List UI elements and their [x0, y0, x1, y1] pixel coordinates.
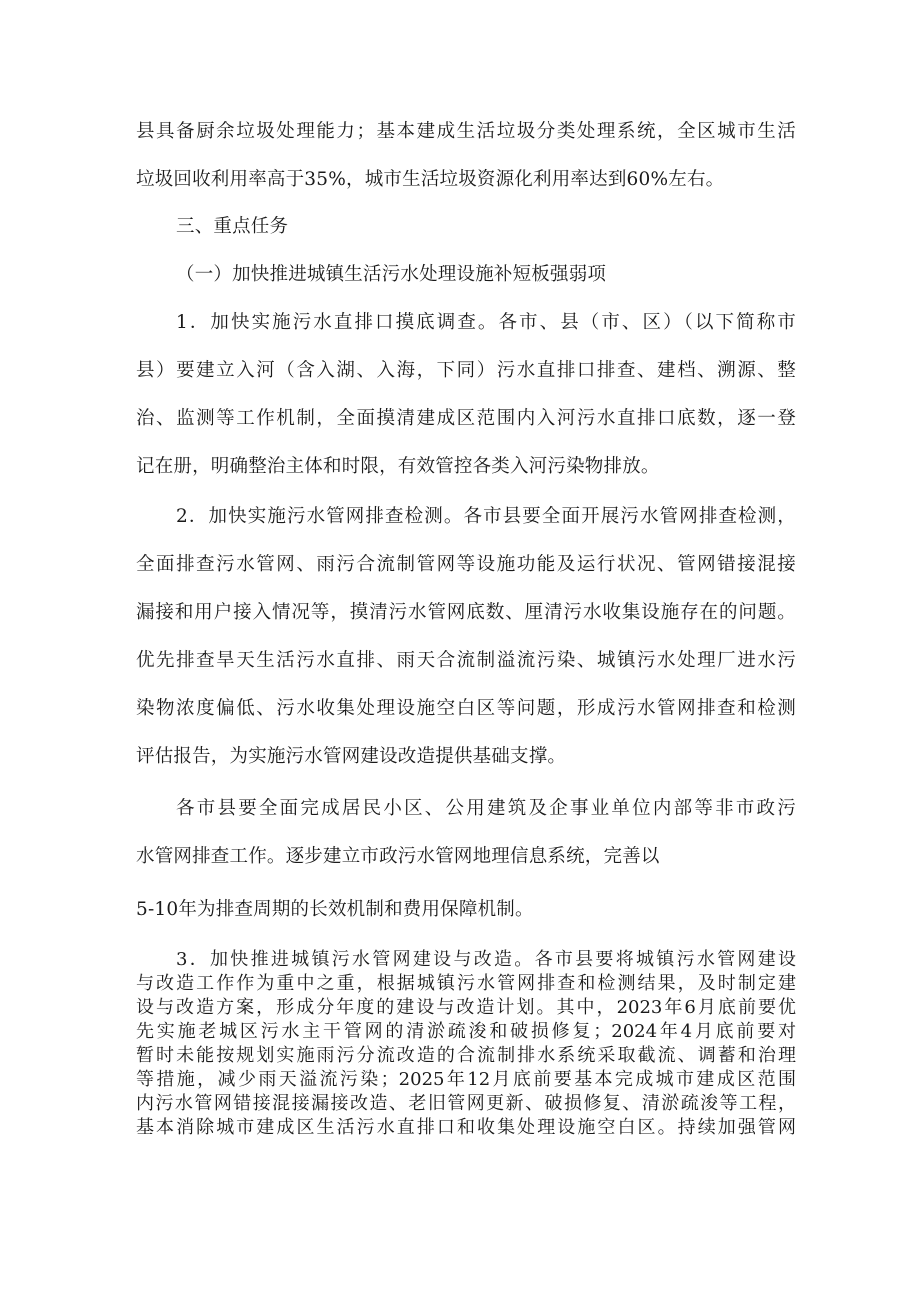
- paragraph-line: 先实施老城区污水主干管网的清淤疏浚和破损修复；2024年4月底前要对: [136, 1021, 796, 1042]
- paragraph-line: 县具备厨余垃圾处理能力；基本建成生活垃圾分类处理系统，全区城市生活: [136, 121, 796, 142]
- paragraph-line: 各市县要全面完成居民小区、公用建筑及企事业单位内部等非市政污: [176, 798, 796, 819]
- paragraph-line: 水管网排查工作。逐步建立市政污水管网地理信息系统，完善以: [136, 846, 660, 867]
- paragraph-line: 设与改造方案，形成分年度的建设与改造计划。其中，2023年6月底前要优: [136, 997, 796, 1018]
- paragraph-line: 5-10年为排查周期的长效机制和费用保障机制。: [136, 899, 534, 920]
- paragraph-line: 暂时未能按规划实施雨污分流改造的合流制排水系统采取截流、调蓄和治理: [136, 1045, 796, 1066]
- subsection-heading: （一）加快推进城镇生活污水处理设施补短板强弱项: [176, 264, 607, 285]
- paragraph-line: 染物浓度偏低、污水收集处理设施空白区等问题，形成污水管网排查和检测: [136, 698, 796, 719]
- paragraph-line: 垃圾回收利用率高于35%，城市生活垃圾资源化利用率达到60%左右。: [136, 169, 725, 190]
- paragraph-line: 记在册，明确整治主体和时限，有效管控各类入河污染物排放。: [136, 456, 660, 477]
- paragraph-line: 漏接和用户接入情况等，摸清污水管网底数、厘清污水收集设施存在的问题。: [136, 602, 796, 623]
- paragraph-line: 等措施，减少雨天溢流污染；2025年12月底前要基本完成城市建成区范围: [136, 1069, 796, 1090]
- paragraph-line: 治、监测等工作机制，全面摸清建成区范围内入河污水直排口底数，逐一登: [136, 408, 796, 429]
- paragraph-line: 1．加快实施污水直排口摸底调查。各市、县（市、区）（以下简称市: [176, 312, 796, 333]
- paragraph-line: 3．加快推进城镇污水管网建设与改造。各市县要将城镇污水管网建设: [176, 949, 796, 970]
- paragraph-line: 县）要建立入河（含入湖、入海，下同）污水直排口排查、建档、溯源、整: [136, 360, 796, 381]
- paragraph-line: 与改造工作作为重中之重，根据城镇污水管网排查和检测结果，及时制定建: [136, 973, 796, 994]
- paragraph-line: 内污水管网错接混接漏接改造、老旧管网更新、破损修复、清淤疏浚等工程，: [136, 1093, 796, 1114]
- paragraph-line: 2．加快实施污水管网排查检测。各市县要全面开展污水管网排查检测，: [176, 506, 796, 527]
- paragraph-line: 评估报告，为实施污水管网建设改造提供基础支撑。: [136, 746, 567, 767]
- paragraph-line: 优先排查旱天生活污水直排、雨天合流制溢流污染、城镇污水处理厂进水污: [136, 650, 796, 671]
- section-heading: 三、重点任务: [176, 216, 289, 237]
- paragraph-line: 基本消除城市建成区生活污水直排口和收集处理设施空白区。持续加强管网: [136, 1117, 796, 1138]
- paragraph-line: 全面排查污水管网、雨污合流制管网等设施功能及运行状况、管网错接混接: [136, 554, 796, 575]
